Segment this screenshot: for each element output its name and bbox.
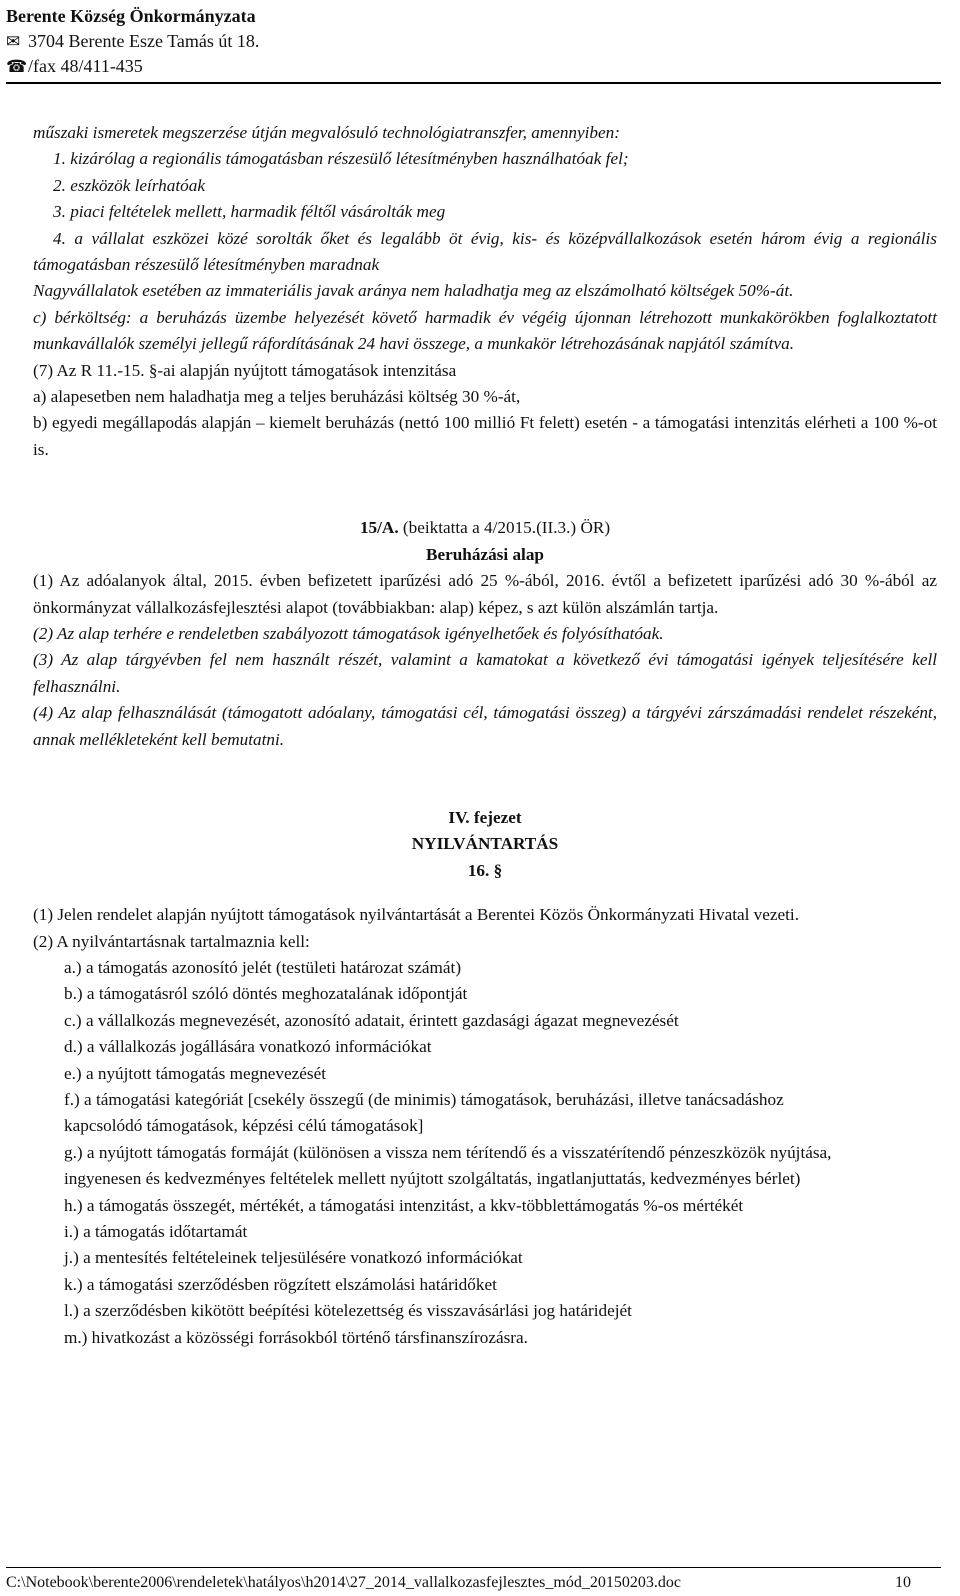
paragraph: Nagyvállalatok esetében az immateriális javak aránya nem haladhatja meg az elszámolható költségek 50%-át. <box>33 281 794 301</box>
organization-name: Berente Község Önkormányzata <box>6 6 256 26</box>
requirements-list <box>33 955 937 1351</box>
list-item: i.) a támogatás időtartamát <box>64 1222 248 1242</box>
envelope-icon: ✉ <box>6 32 21 51</box>
list-item: l.) a szerződésben kikötött beépítési kötelezettség és visszavásárlási jog határidejét <box>64 1301 632 1321</box>
section-number: 16. § <box>467 860 503 880</box>
header-divider <box>6 82 941 84</box>
document-body <box>33 120 937 1351</box>
list-item: e.) a nyújtott támogatás megnevezését <box>64 1063 327 1083</box>
list-item: c.) a vállalkozás megnevezését, azonosító adatait, érintett gazdasági ágazat megnevezését <box>64 1010 679 1030</box>
address-line <box>6 29 941 54</box>
paragraph: (1) Az adóalanyok által, 2015. évben befizetett iparűzési adó 25 %-ából, 2016. évtől a befizetett iparűzési adó 30 %-ából az önkormányzat vállalkozásfejlesztési alapot (továbbiakban: alap) képez, s azt külön alszámlán tartja. <box>33 571 937 617</box>
list-item: 3. piaci feltételek mellett, harmadik féltől vásárolták meg <box>53 202 446 222</box>
paragraph: (1) Jelen rendelet alapján nyújtott támogatások nyilvántartását a Berentei Közös Önkormányzati Hivatal vezeti. <box>33 905 800 925</box>
phone-icon: ☎ <box>6 57 28 76</box>
list-item: k.) a támogatási szerződésben rögzített elszámolási határidőket <box>64 1274 497 1294</box>
list-item: b.) a támogatásról szóló döntés meghozatalának időpontját <box>64 984 468 1004</box>
paragraph: (2) Az alap terhére e rendeletben szabályozott támogatások igényelhetőek és folyósíthatóak. <box>33 623 664 643</box>
list-item: a.) a támogatás azonosító jelét (testületi határozat számát) <box>64 957 462 977</box>
list-item: g.) a nyújtott támogatás formáját (különösen a vissza nem térítendő és a visszatérítendő pénzeszközök nyújtása, ingyenesen és kedvezményes feltételek mellett nyújtott szolgáltatás, ingatlanjuttatás, kedvezményes bérlet) <box>64 1142 832 1189</box>
section-title: Beruházási alap <box>426 544 544 564</box>
section-heading <box>33 515 937 541</box>
section-number: 15/A. <box>359 518 399 538</box>
fax-text: /fax 48/411-435 <box>28 56 143 76</box>
file-path: C:\Notebook\berente2006\rendeletek\hatályos\h2014\27_2014_vallalkozasfejlesztes_mód_20150203.doc <box>6 1574 681 1591</box>
fax-line <box>6 54 941 79</box>
page-number: 10 <box>895 1574 911 1591</box>
list-item: f.) a támogatási kategóriát [csekély összegű (de minimis) támogatások, beruházási, illetve tanácsadáshoz kapcsolódó támogatások, képzési célú támogatások] <box>64 1090 784 1136</box>
paragraph: (3) Az alap tárgyévben fel nem használt részét, valamint a kamatokat a következő évi támogatási igények teljesítésére kell felhasználni. <box>33 650 937 696</box>
paragraph: b) egyedi megállapodás alapján – kiemelt beruházás (nettó 100 millió Ft felett) esetén - a támogatási intenzitás elérheti a 100 %-ot is. <box>33 413 937 459</box>
list-item: 1. kizárólag a regionális támogatásban részesülő létesítményben használhatóak fel; <box>53 149 629 169</box>
chapter-number: IV. fejezet <box>448 807 522 827</box>
paragraph: (2) A nyilvántartásnak tartalmaznia kell: <box>33 931 310 951</box>
list-item: m.) hivatkozást a közösségi forrásokból történő társfinanszírozásra. <box>64 1327 528 1347</box>
letterhead <box>6 4 941 84</box>
list-item: h.) a támogatás összegét, mértékét, a támogatási intenzitást, a kkv-többlettámogatás %-os mértékét <box>64 1195 744 1215</box>
paragraph: a) alapesetben nem haladhatja meg a teljes beruházási költség 30 %-át, <box>33 387 521 407</box>
paragraph: (4) Az alap felhasználását (támogatott adóalany, támogatási cél, támogatási összeg) a tárgyévi zárszámadási rendelet részeként, annak mellékleteként kell bemutatni. <box>33 703 937 749</box>
paragraph: (7) Az R 11.-15. §-ai alapján nyújtott támogatások intenzitása <box>33 360 457 380</box>
list-item: 2. eszközök leírhatóak <box>53 175 205 195</box>
paragraph: c) bérköltség: a beruházás üzembe helyezését követő harmadik év végéig újonnan létrehozott munkakörökben foglalkoztatott munkavállalók személyi jellegű ráfordításának 24 havi összege, a munkakör létrehozásának napjától számítva. <box>33 307 937 354</box>
address-text: 3704 Berente Esze Tamás út 18. <box>28 31 260 51</box>
list-item: 4. a vállalat eszközei közé sorolták őket és legalább öt évig, kis- és középvállalkozások esetén három évig a regionális támogatásban részesülő létesítményben maradnak <box>33 228 937 275</box>
list-item: d.) a vállalkozás jogállására vonatkozó információkat <box>64 1037 432 1057</box>
page-footer <box>6 1567 941 1591</box>
paragraph: műszaki ismeretek megszerzése útján megvalósuló technológiatranszfer, amennyiben: <box>33 123 620 142</box>
chapter-title: NYILVÁNTARTÁS <box>411 834 559 854</box>
section-note: (beiktatta a 4/2015.(II.3.) ÖR) <box>402 518 611 538</box>
list-item: j.) a mentesítés feltételeinek teljesülésére vonatkozó információkat <box>64 1248 523 1268</box>
